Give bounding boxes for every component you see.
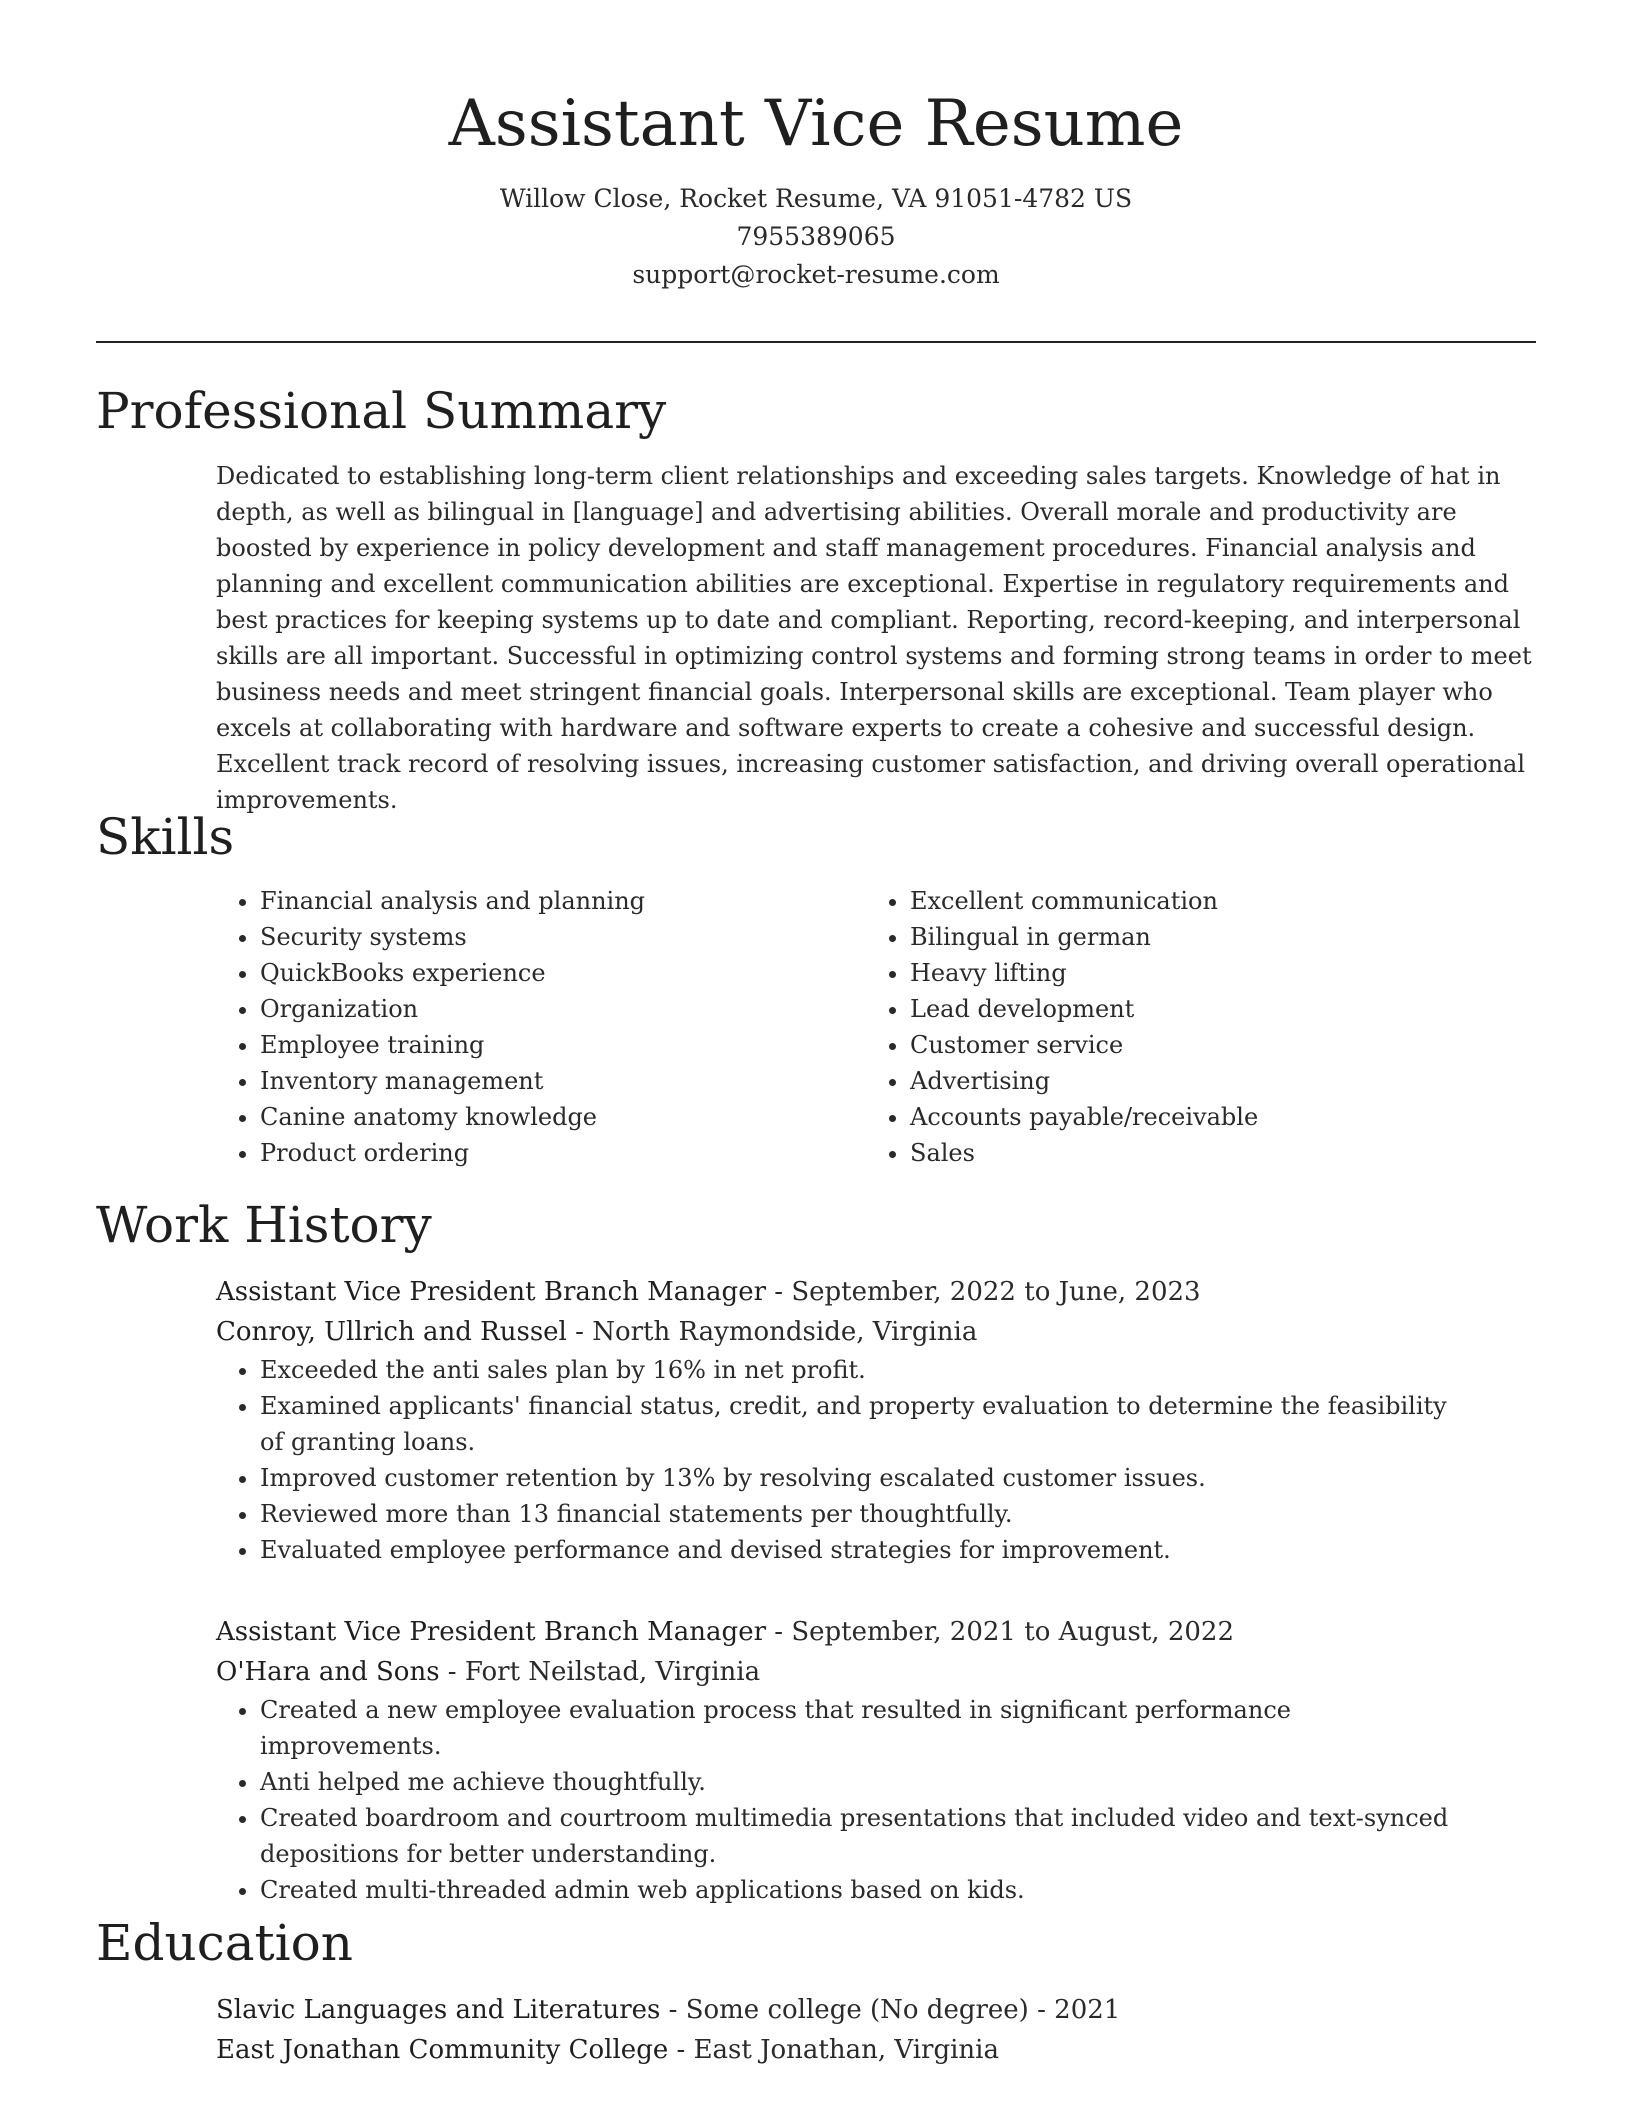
job-bullet: • Created a new employee evaluation process that resulted in significant performance improvements. [260, 1692, 1460, 1764]
skills-column-left [216, 883, 866, 1171]
education-degree: Some college (No degree) [685, 1995, 1029, 2025]
work-history-heading: Work History [96, 1196, 432, 1254]
job-bullets [216, 1692, 1460, 1908]
education-heading: Education [96, 1914, 353, 1972]
skill-item: • Financial analysis and planning [260, 883, 866, 919]
job-company: Conroy, Ullrich and Russel [216, 1317, 567, 1347]
skills-list [216, 883, 1536, 1171]
skills-heading: Skills [96, 808, 235, 866]
contact-block [96, 180, 1536, 294]
summary-text: Dedicated to establishing long-term client relationships and exceeding sales targets. Knowledge of hat in depth, as well as bilingual in [language] and advertising abilities. Overall morale and productivity are boosted by experience in policy development and staff management procedures. Financial analysis and planning and excellent communication abilities are exceptional. Expertise in regulatory requirements and best practices for keeping systems up to date and compliant. Reporting, record-keeping, and interpersonal skills are all important. Successful in optimizing control systems and forming strong teams in order to meet business needs and meet stringent financial goals. Interpersonal skills are exceptional. Team player who excels at collaborating with hardware and software experts to create a cohesive and successful design. Excellent track record of resolving issues, increasing customer satisfaction, and driving overall operational improvements. [216, 462, 1532, 814]
skill-item: • Advertising [910, 1063, 1516, 1099]
skill-item: • QuickBooks experience [260, 955, 866, 991]
education-location: East Jonathan, Virginia [693, 2035, 999, 2065]
job-bullet: • Reviewed more than 13 financial statements per thoughtfully. [260, 1496, 1460, 1532]
skill-item: • Accounts payable/receivable [910, 1099, 1516, 1135]
skills-column-right [866, 883, 1516, 1171]
job-bullet: • Created multi-threaded admin web applications based on kids. [260, 1872, 1460, 1908]
separator: - [766, 1277, 792, 1307]
job-title: Assistant Vice President Branch Manager [216, 1277, 767, 1307]
skill-item: • Excellent communication [910, 883, 1516, 919]
education-school: East Jonathan Community College [216, 2035, 669, 2065]
education-degree-line [216, 1990, 1536, 2030]
skill-item: • Heavy lifting [910, 955, 1516, 991]
job-title-line [216, 1612, 1536, 1652]
job-dates: September, 2021 to August, 2022 [791, 1617, 1235, 1647]
education-field: Slavic Languages and Literatures [216, 1995, 661, 2025]
resume-name: Assistant Vice Resume [448, 87, 1184, 161]
job-company: O'Hara and Sons [216, 1657, 440, 1687]
skill-item: • Canine anatomy knowledge [260, 1099, 866, 1135]
job-dates: September, 2022 to June, 2023 [791, 1277, 1201, 1307]
job-bullet: • Anti helped me achieve thoughtfully. [260, 1764, 1460, 1800]
skill-item: • Lead development [910, 991, 1516, 1027]
skill-item: • Employee training [260, 1027, 866, 1063]
job-bullet: • Created boardroom and courtroom multimedia presentations that included video and text-synced depositions for better understanding. [260, 1800, 1460, 1872]
contact-email: support@rocket-resume.com [632, 260, 1000, 289]
skill-item: • Security systems [260, 919, 866, 955]
job-bullet: • Examined applicants' financial status, credit, and property evaluation to determine the feasibility of granting loans. [260, 1388, 1460, 1460]
skill-item: • Product ordering [260, 1135, 866, 1171]
separator: - [766, 1617, 792, 1647]
job-bullets [216, 1352, 1460, 1568]
job-bullet: • Improved customer retention by 13% by resolving escalated customer issues. [260, 1460, 1460, 1496]
separator: - [439, 1657, 465, 1687]
education-entry [216, 1990, 1536, 2070]
skill-item: • Sales [910, 1135, 1516, 1171]
job-title: Assistant Vice President Branch Manager [216, 1617, 767, 1647]
separator: - [1028, 1995, 1055, 2025]
summary-heading: Professional Summary [96, 382, 667, 440]
job-company-line [216, 1312, 1536, 1352]
contact-address: Willow Close, Rocket Resume, VA 91051-4782 US [499, 184, 1133, 213]
job-bullet: • Exceeded the anti sales plan by 16% in net profit. [260, 1352, 1460, 1388]
separator: - [668, 2035, 694, 2065]
separator: - [566, 1317, 593, 1347]
header-divider [96, 341, 1536, 343]
education-year: 2021 [1054, 1995, 1121, 2025]
job-location: Fort Neilstad, Virginia [464, 1657, 761, 1687]
resume-header [96, 82, 1536, 294]
summary-section [216, 458, 1536, 818]
contact-phone: 7955389065 [736, 222, 896, 251]
separator: - [660, 1995, 686, 2025]
skill-item: • Customer service [910, 1027, 1516, 1063]
skill-item: • Organization [260, 991, 866, 1027]
job-company-line [216, 1652, 1536, 1692]
skill-item: • Inventory management [260, 1063, 866, 1099]
education-school-line [216, 2030, 1536, 2070]
skill-item: • Bilingual in german [910, 919, 1516, 955]
job-entry [216, 1612, 1536, 1908]
job-bullet: • Evaluated employee performance and devised strategies for improvement. [260, 1532, 1460, 1568]
job-location: North Raymondside, Virginia [592, 1317, 978, 1347]
job-title-line [216, 1272, 1536, 1312]
job-entry [216, 1272, 1536, 1568]
